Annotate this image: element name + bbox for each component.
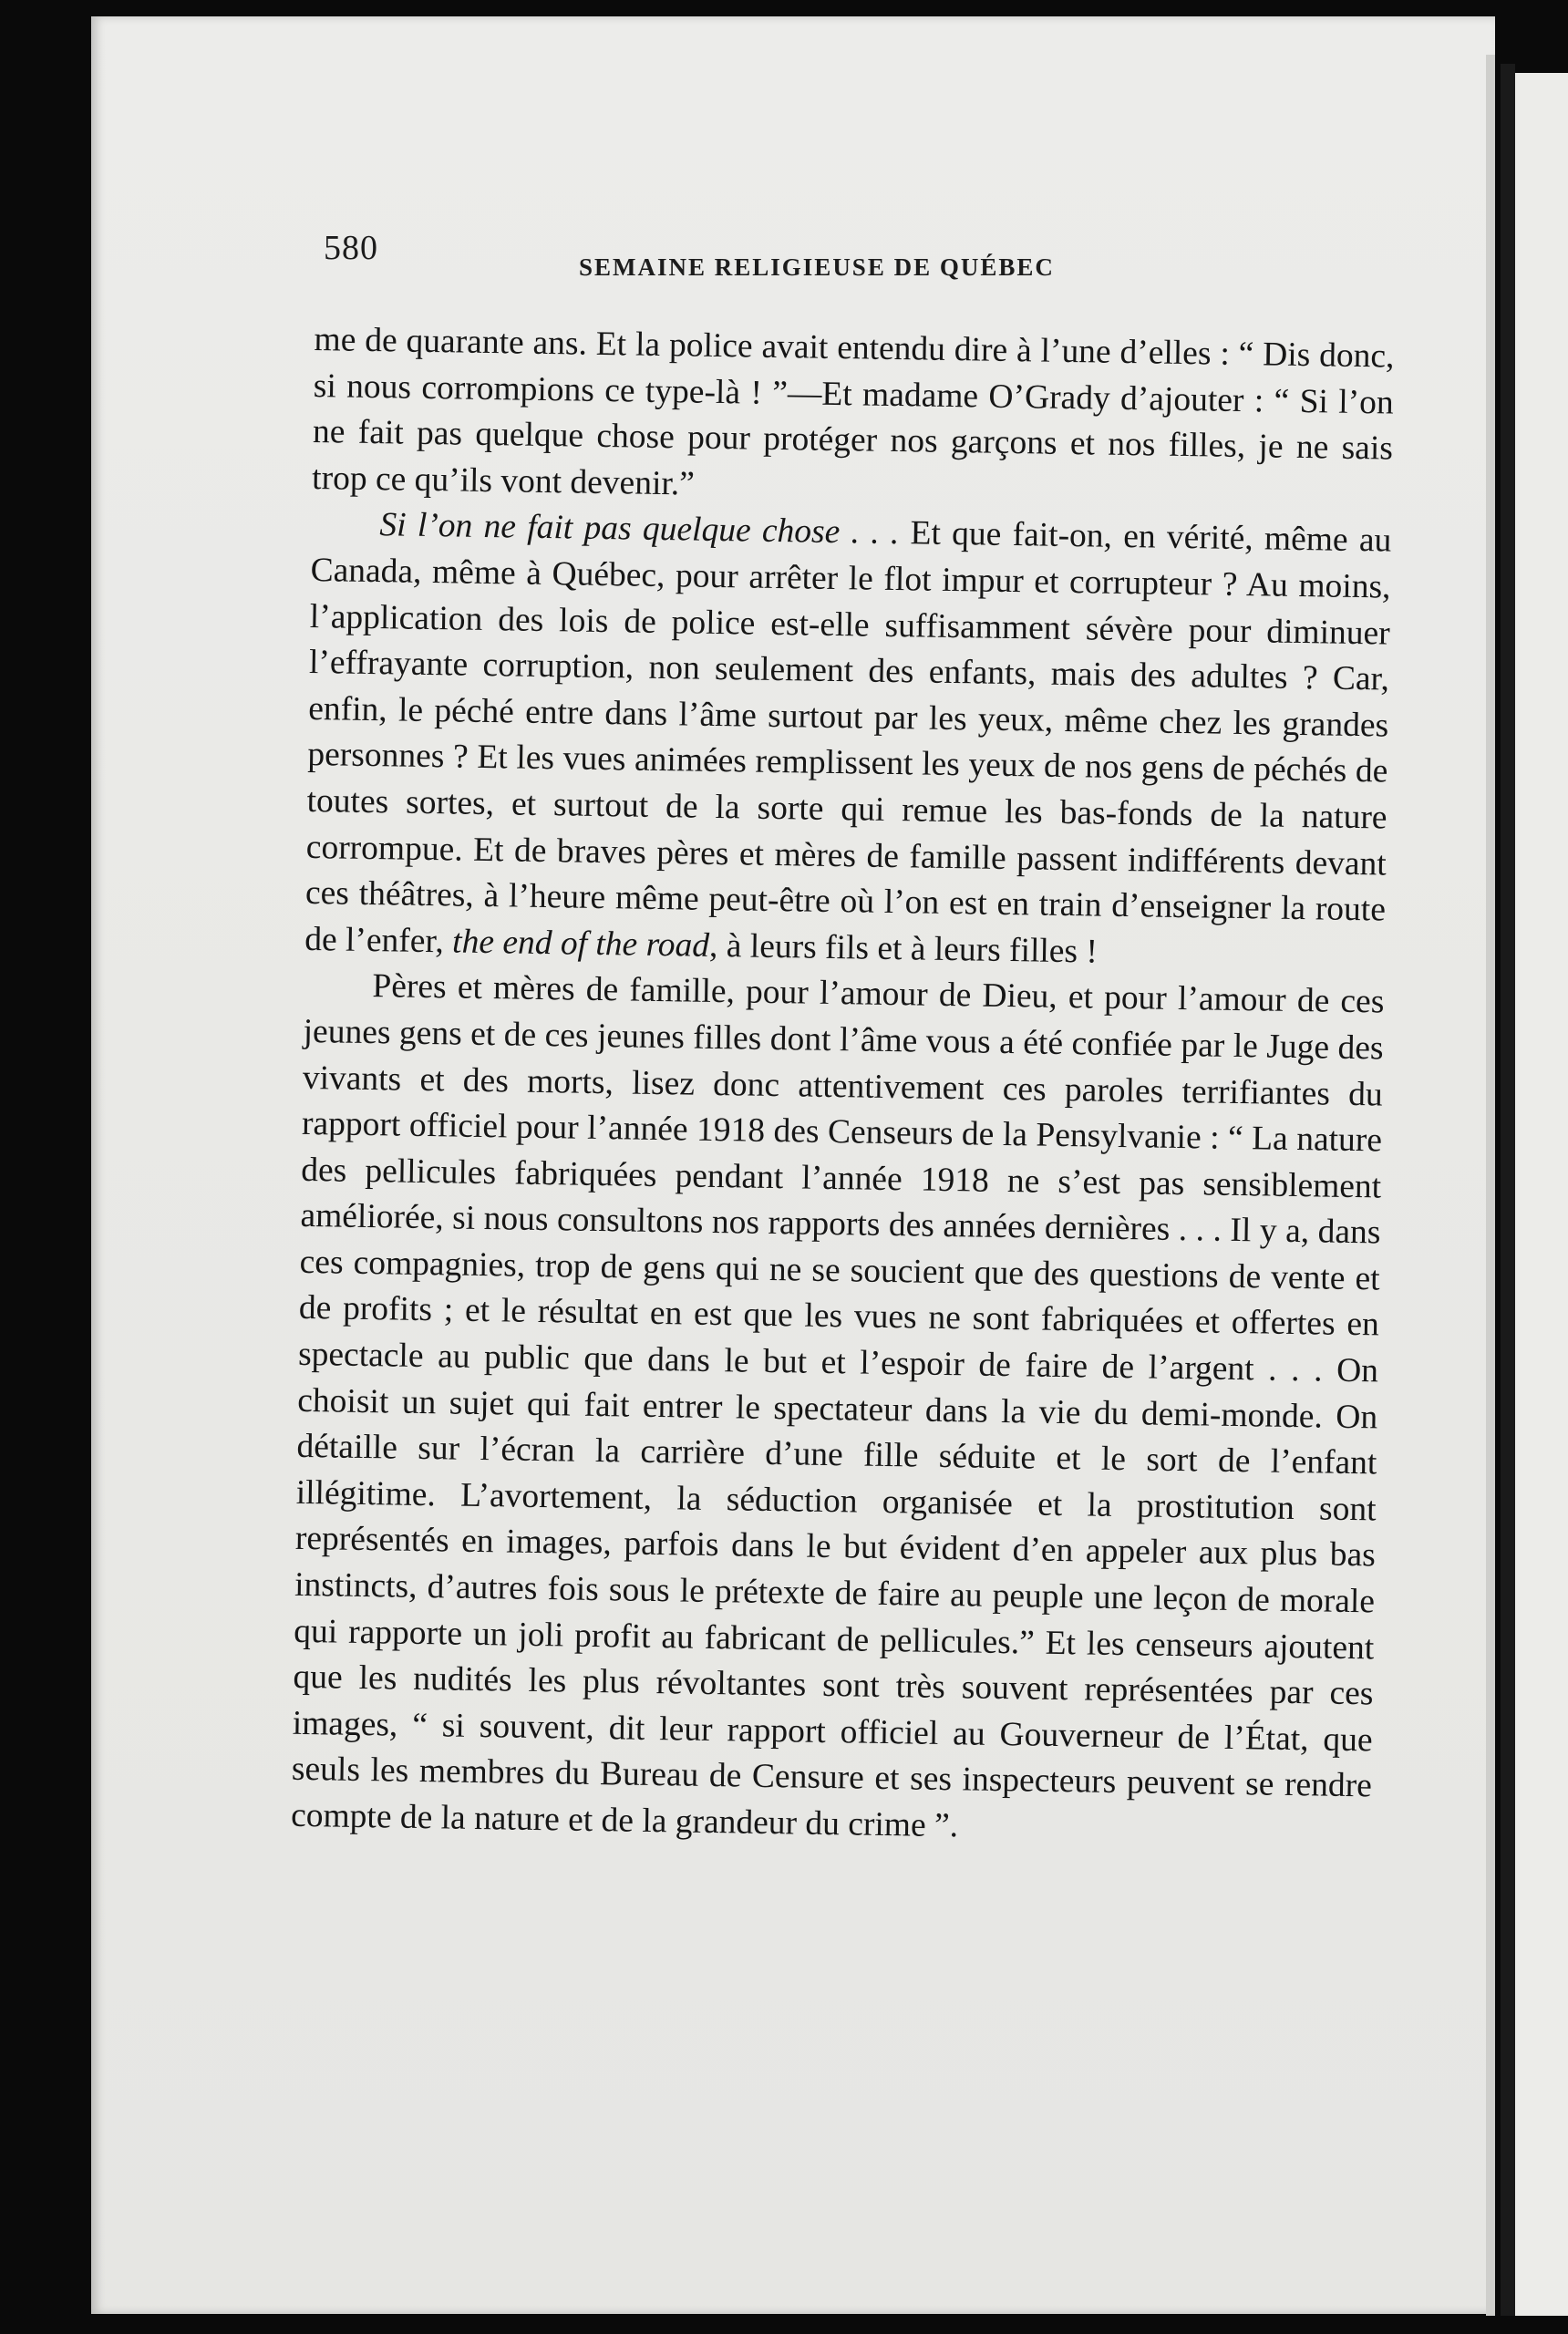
paragraph-2-italic-phrase: the end of the road	[451, 923, 710, 965]
paragraph-1: me de quarante ans. Et la police avait entendu dire à l’une d’elles : “ Dis donc, si nous corrompions ce type-là ! ”—Et madame O’Grady d’ajouter : “ Si l’on ne fait pas quelque chose pour protéger nos garçons et nos filles, je ne sais trop ce qu’ils vont devenir.”	[311, 320, 1395, 503]
binding-gutter	[1501, 64, 1515, 2316]
paragraph-2-tail: , à leurs fils et à leurs filles !	[708, 926, 1099, 971]
page-edge	[1486, 55, 1495, 2316]
page-number: 580	[324, 229, 378, 267]
adjacent-page-strip	[1513, 73, 1568, 2316]
paragraph-3: Pères et mères de famille, pour l’amour de Dieu, et pour l’amour de ces jeunes gens et de ces jeunes filles dont l’âme vous a été confiée par le Juge des vivants et des morts, lisez donc attentivement ces paroles terrifiantes du rapport officiel pour l’année 1918 des Censeurs de la Pensylvanie : “ La nature des pellicules fabriquées pendant l’année 1918 ne s’est pas sensiblement améliorée, si nous consultons nos rapports des années dernières . . . Il y a, dans ces compagnies, trop de gens qui ne se soucient que des questions de vente et de profits ; et le résultat en est que les vues ne sont fabriquées et offertes en spectacle au public que dans le but et l’espoir de faire de l’argent . . . On choisit un sujet qui fait entrer le spectateur dans la vie du demi-monde. On détaille sur l’écran la carrière d’une fille séduite et le sort de l’enfant illégitime. L’avortement, la séduction organisée et la prostitution sont représentés en images, parfois dans le but évident d’en appeler aux plus bas instincts, d’autres fois sous le prétexte de faire au peuple une leçon de morale qui rapporte un joli profit au fabricant de pellicules.” Et les censeurs ajoutent que les nudités les plus révoltantes sont très souvent représentées par ces images, “ si souvent, dit leur rapport officiel au Gouverneur de l’État, que seuls les membres du Bureau de Censure et ses inspecteurs peuvent se rendre compte de la nature et de la grandeur du crime ”.	[290, 967, 1385, 1845]
running-head: SEMAINE RELIGIEUSE DE QUÉBEC	[579, 253, 1055, 281]
paragraph-2-italic-opening: Si l’on ne fait pas quelque chose . . .	[379, 506, 900, 553]
paragraph-2-text: Et que fait-on, en vérité, même au Canada, même à Québec, pour arrêter le flot impur et corrupteur ? Au moins, l’application des lois de police est-elle suffisamment sévère pour diminuer l’effrayante corruption, non seulement des enfants, mais des adultes ? Car, enfin, le péché entre dans l’âme surtout par les yeux, même chez les grandes personnes ? Et les vues animées remplissent les yeux de nos gens de péchés de toutes sortes, et surtout de la sorte qui remue les bas-fonds de la nature corrompue. Et de braves pères et mères de famille passent indifférents devant ces théâtres, à l’heure même peut-être où l’on est en train d’enseigner la route de l’enfer,	[304, 514, 1392, 961]
page-header	[324, 228, 1372, 283]
paragraph-2	[304, 501, 1392, 979]
page-body	[291, 317, 1395, 1856]
